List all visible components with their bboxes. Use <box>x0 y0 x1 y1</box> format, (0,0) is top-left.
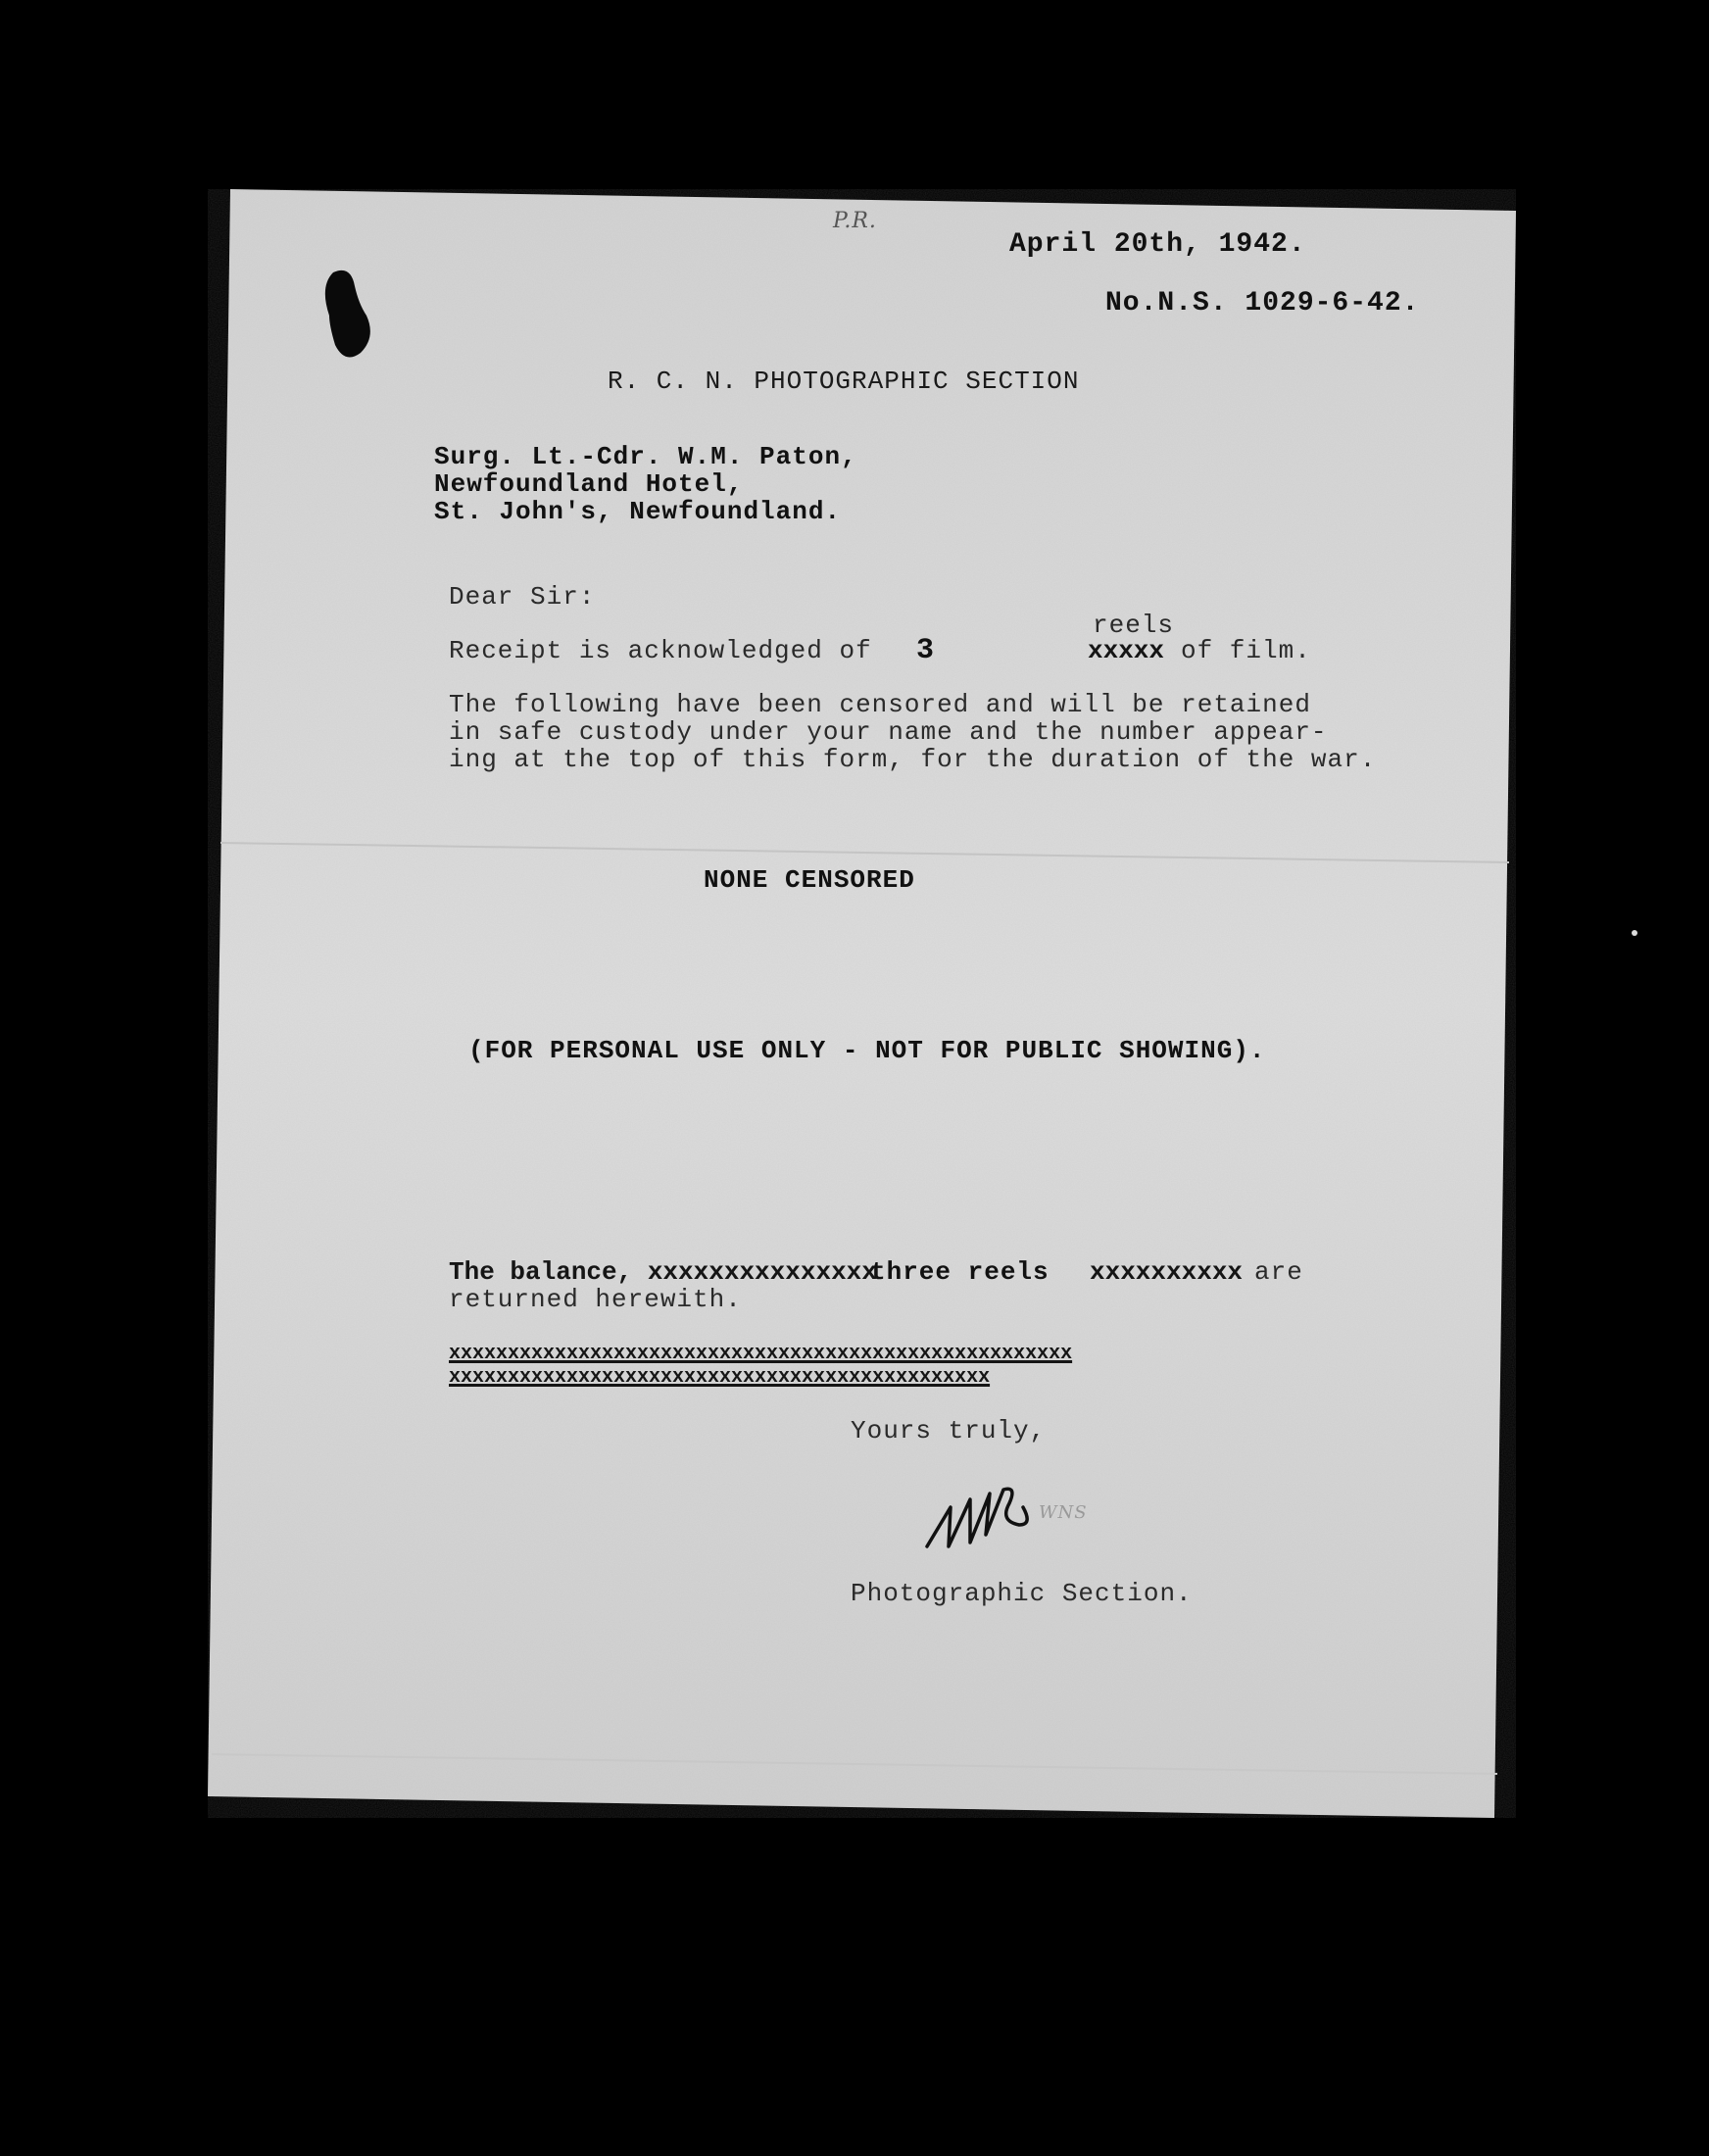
balance-line-2: returned herewith. <box>449 1285 742 1314</box>
struck-out-text: The balance, xxxxxxxxxxxxxxx <box>449 1257 877 1287</box>
unit-correction: reels <box>1093 611 1175 640</box>
handwritten-initials: P.R. <box>833 209 877 233</box>
struck-out-word: xxxxx <box>1088 636 1165 665</box>
salutation: Dear Sir: <box>449 582 596 612</box>
reel-count: 3 <box>916 634 936 667</box>
struck-line: xxxxxxxxxxxxxxxxxxxxxxxxxxxxxxxxxxxxxxxxxxxxxx <box>449 1366 991 1389</box>
body-line: The following have been censored and will be retained <box>449 690 1311 719</box>
address-line: Newfoundland Hotel, <box>434 469 744 499</box>
address-line: Surg. Lt.-Cdr. W.M. Paton, <box>434 442 857 471</box>
receipt-text: Receipt is acknowledged of <box>449 636 872 665</box>
signature-title: Photographic Section. <box>851 1579 1193 1608</box>
returned-items: three reels <box>870 1257 1050 1287</box>
censored-status: NONE CENSORED <box>704 865 915 895</box>
body-line: in safe custody under your name and the number appear- <box>449 717 1328 747</box>
closing: Yours truly, <box>851 1416 1047 1446</box>
scan-speck <box>1632 930 1637 936</box>
receipt-suffix: of film. <box>1181 636 1311 665</box>
letterhead-title: R. C. N. PHOTOGRAPHIC SECTION <box>608 367 1080 396</box>
body-line: ing at the top of this form, for the duration of the war. <box>449 745 1377 774</box>
letter-date: April 20th, 1942. <box>1009 229 1306 260</box>
reference-number: No.N.S. 1029-6-42. <box>1105 288 1420 318</box>
address-line: St. John's, Newfoundland. <box>434 497 842 526</box>
struck-line: xxxxxxxxxxxxxxxxxxxxxxxxxxxxxxxxxxxxxxxxxxxxxxxxxxxxx <box>449 1343 1073 1365</box>
usage-restriction-note: (FOR PERSONAL USE ONLY - NOT FOR PUBLIC SHOWING). <box>468 1036 1266 1065</box>
struck-out-text: xxxxxxxxxx <box>1090 1257 1244 1287</box>
paper-grain <box>208 189 1516 1818</box>
signature-initials: WNS <box>1039 1502 1088 1523</box>
balance-suffix: are <box>1254 1257 1303 1287</box>
